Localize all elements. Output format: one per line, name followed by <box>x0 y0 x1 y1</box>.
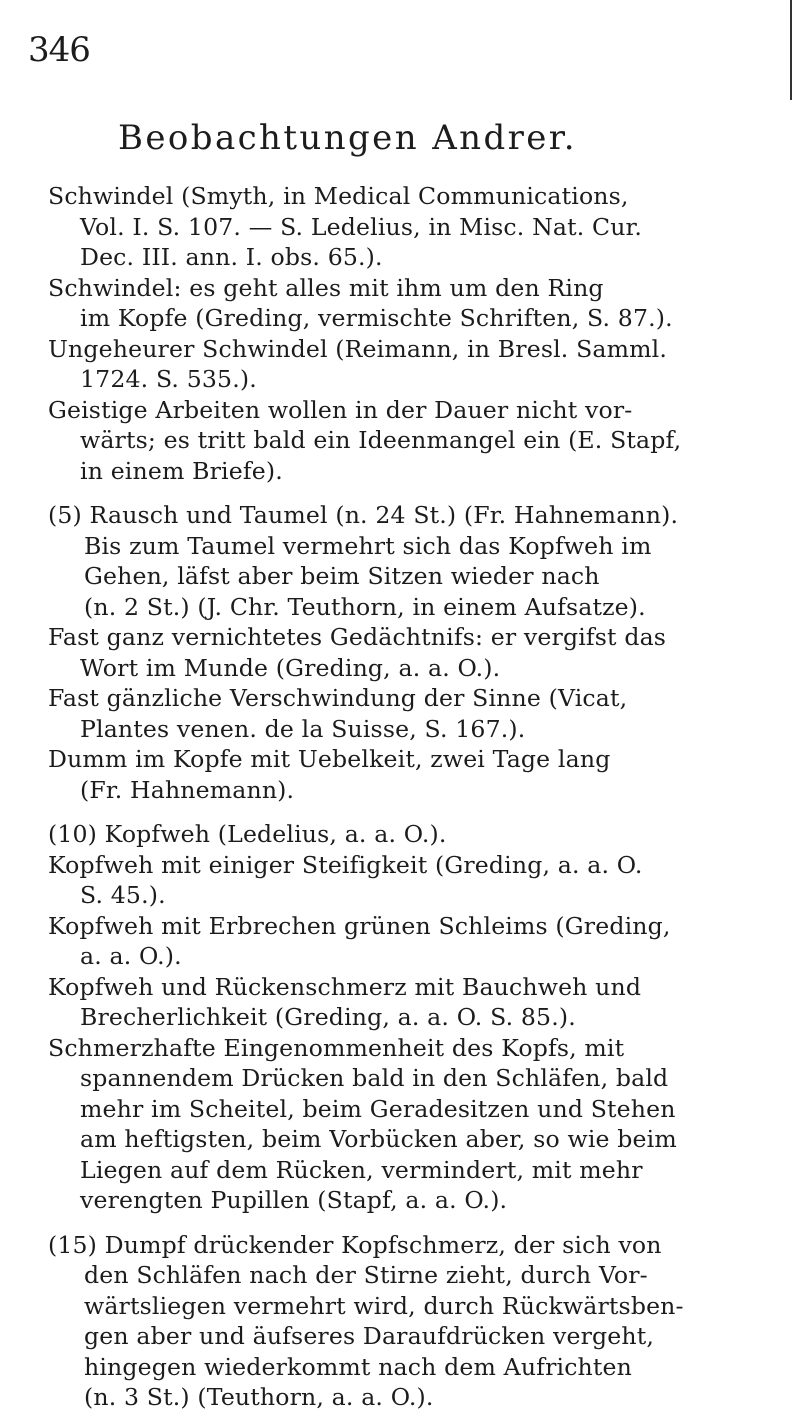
page-edge-line <box>790 0 792 100</box>
observation-entry: Fast gänzliche Verschwindung der Sinne (Vicat, Plantes venen. de la Suisse, S. 167.). <box>48 684 628 743</box>
section-10 <box>48 819 788 1216</box>
observation-entry: Schwindel (Smyth, in Medical Communications, Vol. I. S. 107. — S. Ledelius, in Misc. Nat. Cur. Dec. III. ann. I. obs. 65.). <box>48 182 643 271</box>
observation-list <box>48 181 788 1427</box>
observation-entry: (15) Dumpf drückender Kopfschmerz, der sich von den Schläfen nach der Stirne zieht, durch Vor- wärtsliegen vermehrt wird, durch Rückwärtsben- gen aber und äufseres Daraufdrücken vergeht, hingegen wiederkommt nach dem Aufrichten (n. 3 St.) (Teuthorn, a. a. O.). <box>48 1230 684 1411</box>
observation-entry: Schmerzhafte Eingenommenheit des Kopfs, mit spannendem Drücken bald in den Schläfen, bald mehr im Scheitel, beim Geradesitzen und Stehen am heftigsten, beim Vorbücken aber, so wie beim Liegen auf dem Rücken, vermindert, mit mehr verengten Pupillen (Stapf, a. a. O.). <box>48 1033 677 1214</box>
section-5 <box>48 500 788 805</box>
observation-entry: Dumm im Kopfe mit Uebelkeit, zwei Tage lang (Fr. Hahnemann). <box>48 745 611 804</box>
observation-entry: Schwindel: es geht alles mit ihm um den Ring im Kopfe (Greding, vermischte Schriften, S. 87.). <box>48 273 673 332</box>
observation-entry: (10) Kopfweh (Ledelius, a. a. O.). <box>48 820 447 848</box>
section-15 <box>48 1230 788 1413</box>
observation-entry: (5) Rausch und Taumel (n. 24 St.) (Fr. Hahnemann). Bis zum Taumel vermehrt sich das Kopfweh im Gehen, läfst aber beim Sitzen wieder nach (n. 2 St.) (J. Chr. Teuthorn, in einem Aufsatze). <box>48 501 679 621</box>
section-1 <box>48 181 788 486</box>
observation-entry: Kopfweh mit Erbrechen grünen Schleims (Greding, a. a. O.). <box>48 911 671 970</box>
observation-entry: Ungeheurer Schwindel (Reimann, in Bresl. Samml. 1724. S. 535.). <box>48 334 667 393</box>
page-number: 346 <box>28 30 90 70</box>
page-heading: Beobachtungen Andrer. <box>118 118 577 158</box>
observation-entry: Fast ganz vernichtetes Gedächtnifs: er vergifst das Wort im Munde (Greding, a. a. O.). <box>48 623 667 682</box>
observation-entry: Kopfweh und Rückenschmerz mit Bauchweh und Brecherlichkeit (Greding, a. a. O. S. 85.). <box>48 972 642 1031</box>
observation-entry: Geistige Arbeiten wollen in der Dauer nicht vor- wärts; es tritt bald ein Ideenmangel ein (E. Stapf, in einem Briefe). <box>48 395 682 485</box>
observation-entry: Kopfweh mit einiger Steifigkeit (Greding, a. a. O. S. 45.). <box>48 850 643 909</box>
